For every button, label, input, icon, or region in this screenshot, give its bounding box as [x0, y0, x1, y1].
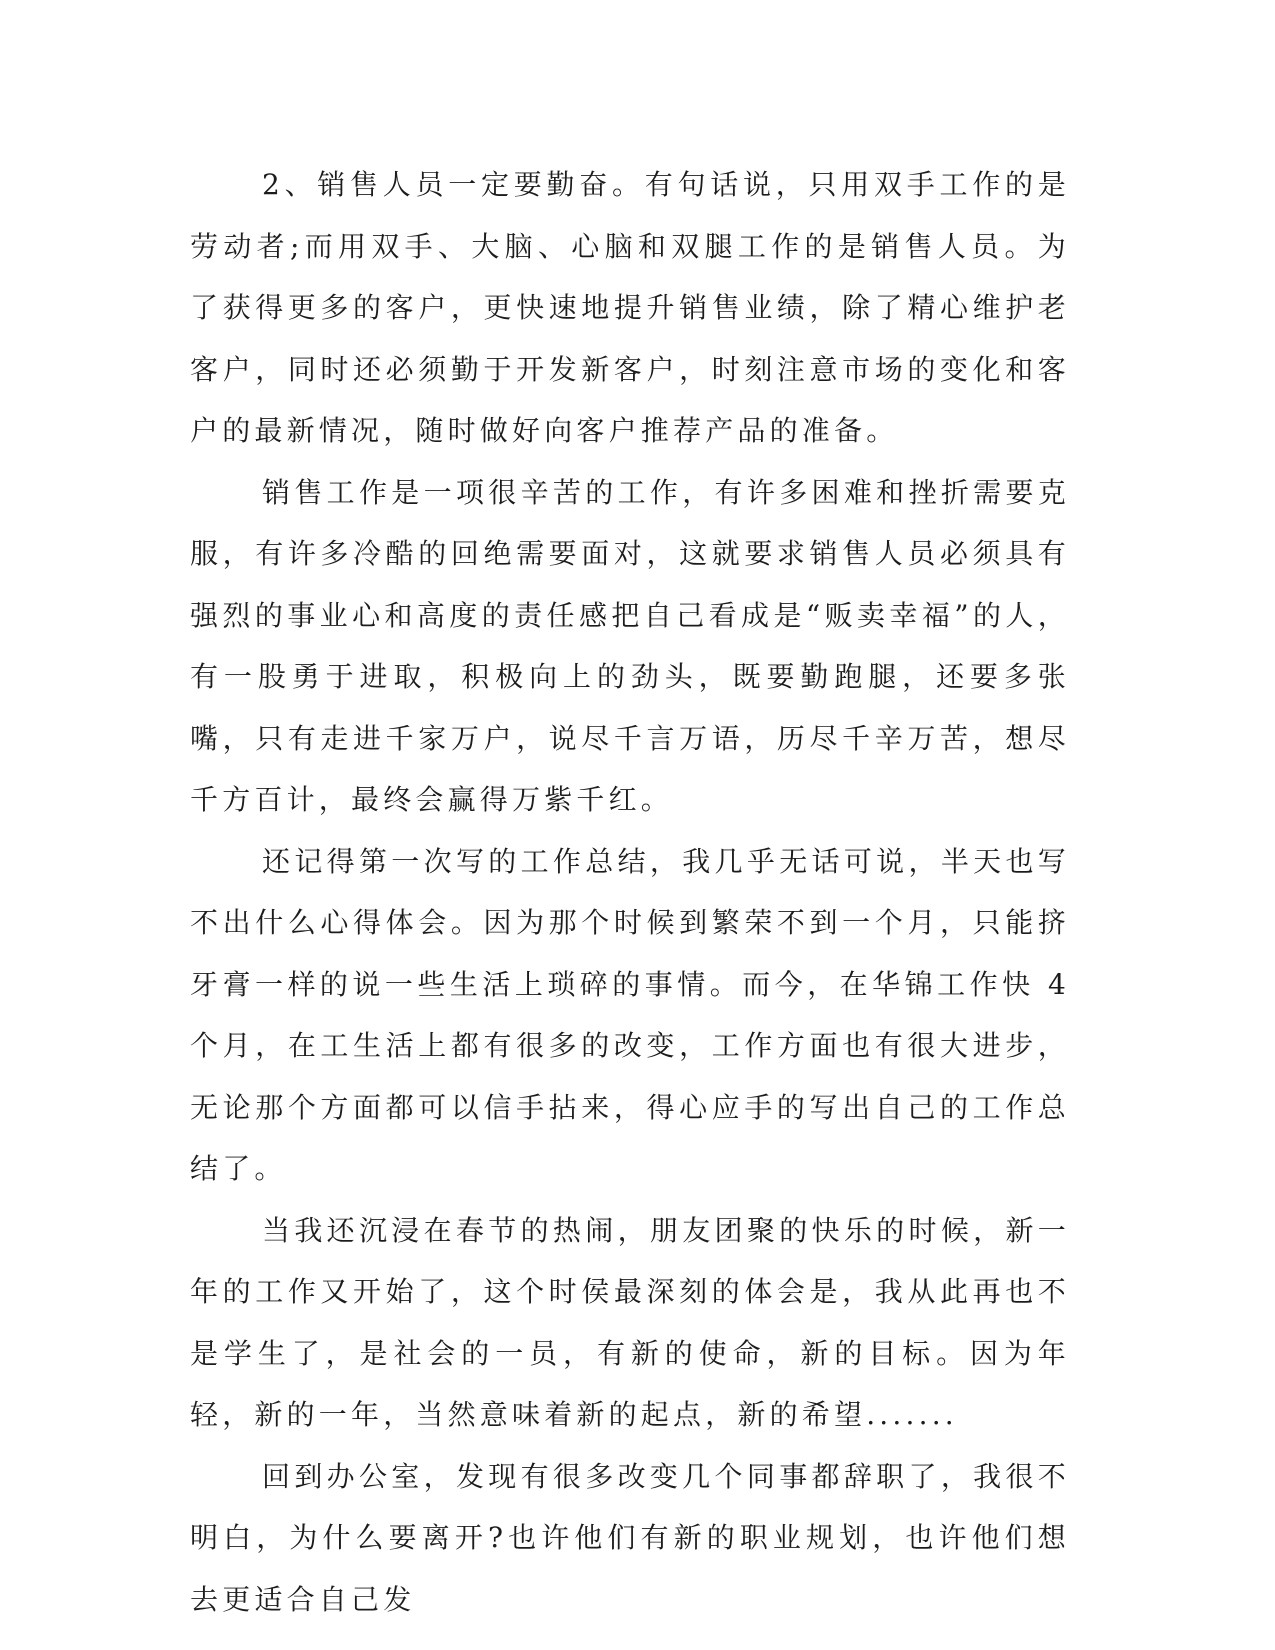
- paragraph-diligence: 2、销售人员一定要勤奋。有句话说，只用双手工作的是劳动者;而用双手、大脑、心脑和双腿工作的是销售人员。为了获得更多的客户，更快速地提升销售业绩，除了精心维护老客户，同时还必须勤于开发新客户，时刻注意市场的变化和客户的最新情况，随时做好向客户推荐产品的准备。: [190, 168, 1070, 447]
- document-body: [190, 154, 1070, 1630]
- paragraph-office-return: 回到办公室，发现有很多改变几个同事都辞职了，我很不明白，为什么要离开?也许他们有新的职业规划，也许他们想去更适合自己发: [190, 1459, 1070, 1616]
- paragraph-first-summary: 还记得第一次写的工作总结，我几乎无话可说，半天也写不出什么心得体会。因为那个时候到繁荣不到一个月，只能挤牙膏一样的说一些生活上琐碎的事情。而今，在华锦工作快 4 个月，在工生活上都有很多的改变，工作方面也有很大进步，无论那个方面都可以信手拈来，得心应手的写出自己的工作总结了。: [190, 844, 1070, 1185]
- paragraph-hard-work: 销售工作是一项很辛苦的工作，有许多困难和挫折需要克服，有许多冷酷的回绝需要面对，这就要求销售人员必须具有强烈的事业心和高度的责任感把自己看成是“贩卖幸福”的人，有一股勇于进取，积极向上的劲头，既要勤跑腿，还要多张嘴，只有走进千家万户，说尽千言万语，历尽千辛万苦，想尽千方百计，最终会赢得万紫千红。: [190, 475, 1070, 816]
- paragraph-new-year: 当我还沉浸在春节的热闹，朋友团聚的快乐的时候，新一年的工作又开始了，这个时侯最深刻的体会是，我从此再也不是学生了，是社会的一员，有新的使命，新的目标。因为年轻，新的一年，当然意味着新的起点，新的希望.......: [190, 1213, 1070, 1431]
